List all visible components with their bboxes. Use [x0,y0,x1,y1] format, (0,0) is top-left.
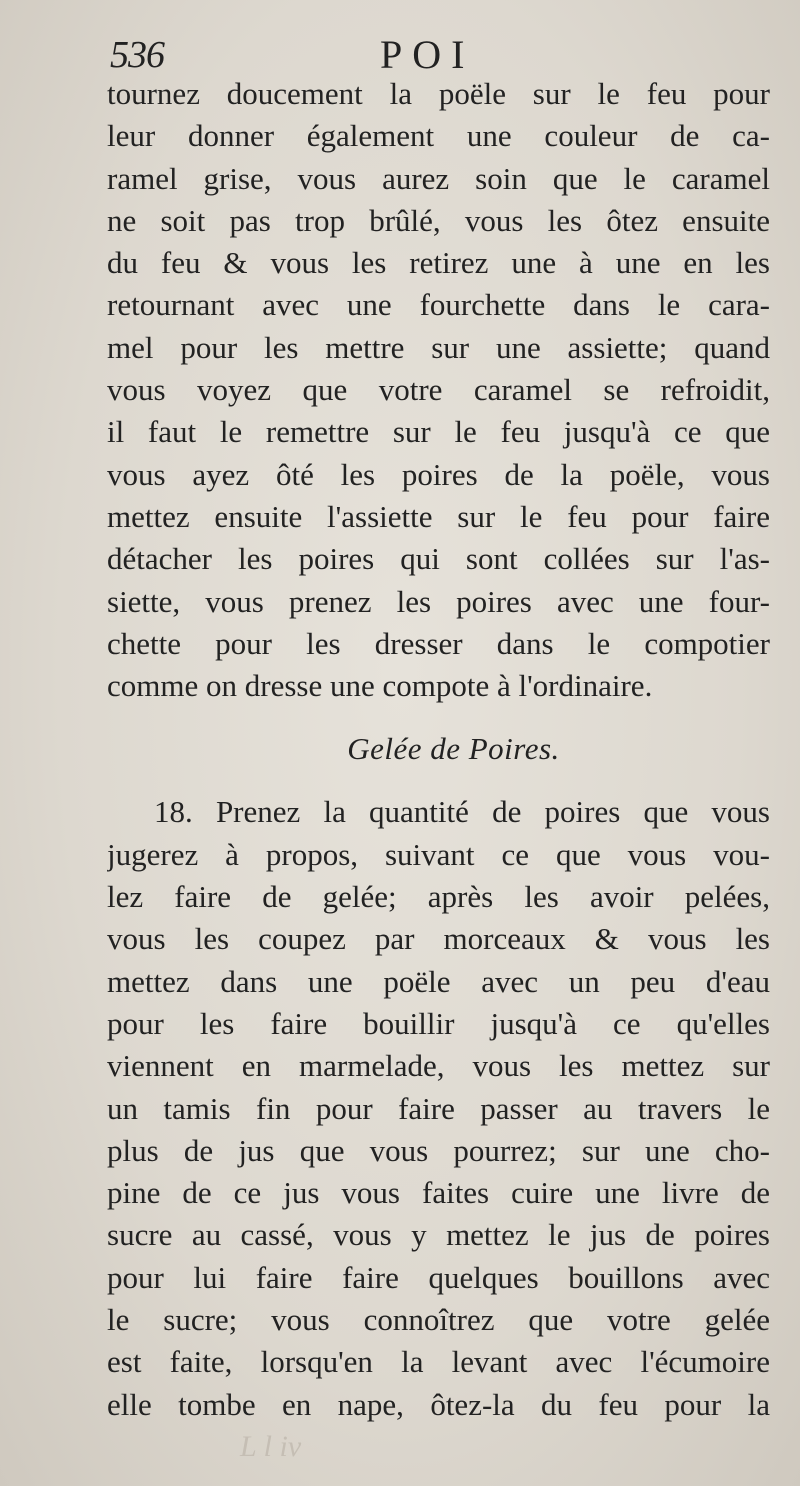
text-line: pour lui faire faire quelques bouillons avec [107,1259,770,1295]
text-line: viennent en marmelade, vous les mettez sur [107,1048,770,1084]
paragraph-1 [107,73,770,707]
running-head: POI [380,32,475,77]
text-line: siette, vous prenez les poires avec une four- [107,583,770,619]
text-line: pine de ce jus vous faites cuire une livre de [107,1175,770,1211]
text-line: détacher les poires qui sont collées sur l'as- [107,541,770,577]
text-line: chette pour les dresser dans le compotier [107,625,770,661]
text-line: tournez doucement la poële sur le feu pour [107,76,770,111]
signature-mark: L l iv [240,1430,302,1463]
text-line: mel pour les mettre sur une assiette; quand [107,329,770,365]
text-line: sucre au cassé, vous y mettez le jus de poires [107,1217,770,1253]
text-line: un tamis fin pour faire passer au travers le [107,1090,770,1126]
text-line: ne soit pas trop brûlé, vous les ôtez ensuite [107,202,770,238]
text-line: plus de jus que vous pourrez; sur une cho- [107,1132,770,1168]
page-number: 536 [110,34,164,76]
text-line: mettez dans une poële avec un peu d'eau [107,963,770,999]
text-line: comme on dresse une compote à l'ordinaire. [107,668,653,704]
text-line: vous voyez que votre caramel se refroidit, [107,372,770,408]
text-line: est faite, lorsqu'en la levant avec l'écumoire [107,1344,770,1380]
body-text [107,73,770,1426]
text-line: 18. Prenez la quantité de poires que vous [154,794,770,830]
text-line: elle tombe en nape, ôtez-la du feu pour la [107,1386,770,1422]
section-title: Gelée de Poires. [347,731,560,767]
text-line: vous les coupez par morceaux & vous les [107,921,770,957]
paragraph-2 [107,791,770,1425]
text-line: vous ayez ôté les poires de la poële, vous [107,456,770,492]
text-line: du feu & vous les retirez une à une en les [107,245,770,281]
text-line: retournant avec une fourchette dans le cara- [107,287,770,323]
text-line: mettez ensuite l'assiette sur le feu pour faire [107,498,770,534]
text-line: leur donner également une couleur de ca- [107,118,770,154]
text-line: le sucre; vous connoîtrez que votre gelée [107,1302,770,1338]
text-line: ramel grise, vous aurez soin que le caramel [107,160,770,196]
text-line: il faut le remettre sur le feu jusqu'à ce que [107,414,770,450]
text-line: jugerez à propos, suivant ce que vous vou- [107,836,770,872]
text-line: lez faire de gelée; après les avoir pelées, [107,879,770,915]
text-line: pour les faire bouillir jusqu'à ce qu'elles [107,1005,770,1041]
